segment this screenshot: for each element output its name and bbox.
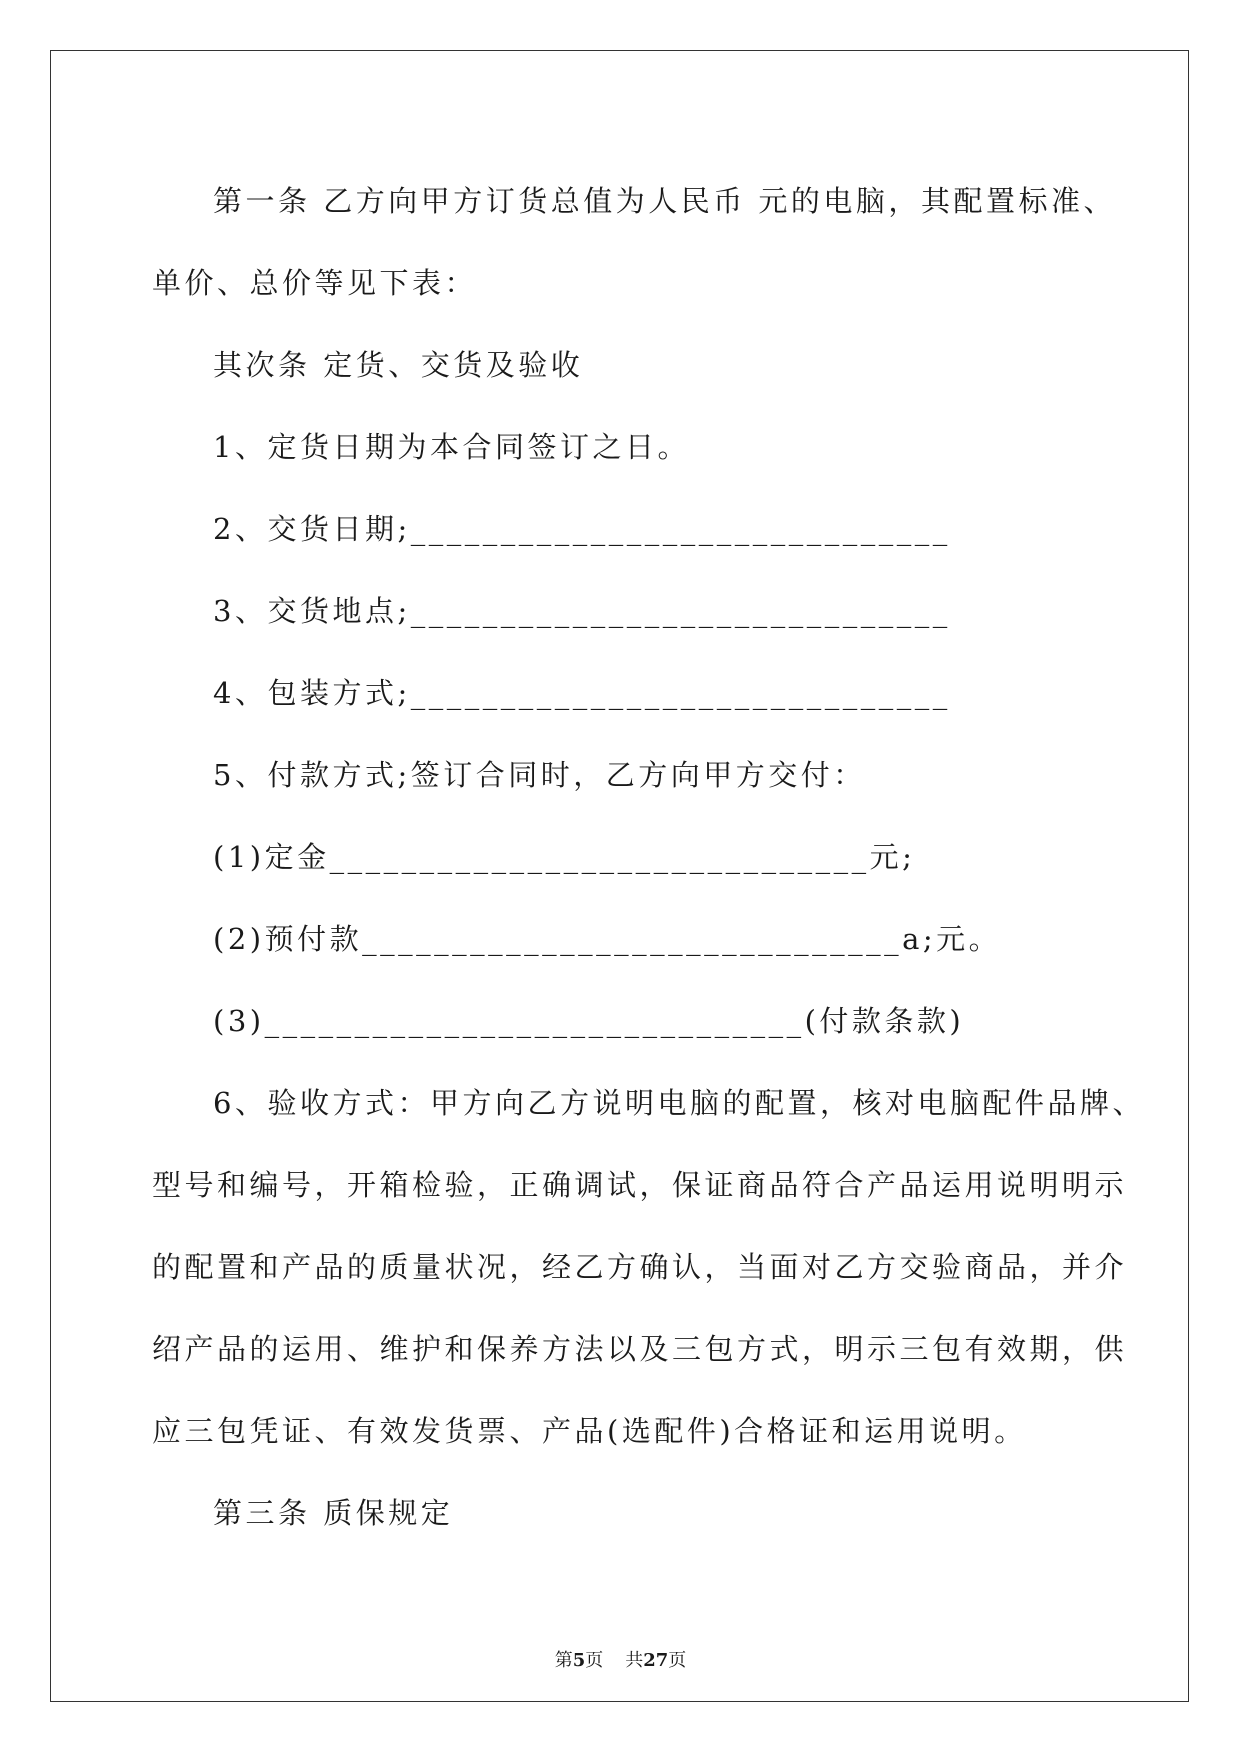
page-prefix: 第: [554, 1650, 573, 1671]
item-payment-terms: (3)______________________________(付款条款): [213, 1004, 965, 1038]
item-prepayment: (2)预付款______________________________a;元。: [213, 922, 1002, 956]
page-suffix: 页: [585, 1650, 604, 1671]
page-total: 27: [643, 1650, 669, 1671]
page-footer: [0, 1646, 1241, 1672]
heading-article-3: 第三条 质保规定: [213, 1496, 454, 1530]
item-packaging: 4、包装方式;______________________________: [213, 676, 951, 710]
paragraph-acceptance-cont-4: 应三包凭证、有效发货票、产品(选配件)合格证和运用说明。: [152, 1414, 1027, 1448]
paragraph-article-1-cont: 单价、总价等见下表：: [152, 266, 478, 300]
total-suffix: 页: [668, 1650, 687, 1671]
item-order-date: 1、定货日期为本合同签订之日。: [213, 430, 690, 464]
item-delivery-date: 2、交货日期;______________________________: [213, 512, 951, 546]
paragraph-acceptance-cont-1: 型号和编号，开箱检验，正确调试，保证商品符合产品运用说明明示: [152, 1168, 1128, 1202]
item-delivery-place: 3、交货地点;______________________________: [213, 594, 951, 628]
paragraph-article-1: 第一条 乙方向甲方订货总值为人民币 元的电脑，其配置标准、: [213, 184, 1116, 218]
heading-article-2: 其次条 定货、交货及验收: [213, 348, 584, 382]
item-payment-method: 5、付款方式;签订合同时，乙方向甲方交付：: [213, 758, 866, 792]
paragraph-acceptance: 6、验收方式：甲方向乙方说明电脑的配置，核对电脑配件品牌、: [213, 1086, 1145, 1120]
total-prefix: 共: [625, 1650, 644, 1671]
paragraph-acceptance-cont-3: 绍产品的运用、维护和保养方法以及三包方式，明示三包有效期，供: [152, 1332, 1128, 1366]
paragraph-acceptance-cont-2: 的配置和产品的质量状况，经乙方确认，当面对乙方交验商品，并介: [152, 1250, 1128, 1284]
item-deposit: (1)定金______________________________元;: [213, 840, 916, 874]
page-current: 5: [572, 1650, 586, 1671]
document-body: [152, 160, 1145, 1554]
